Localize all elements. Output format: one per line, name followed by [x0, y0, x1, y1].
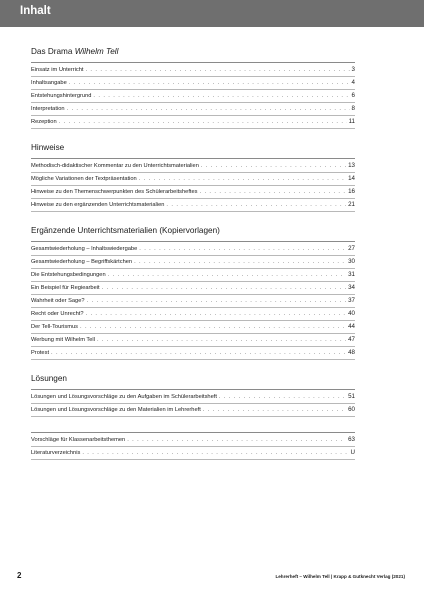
- toc-entry-page: 34: [348, 284, 355, 291]
- toc-entry-label: Mögliche Variationen der Textpräsentation: [31, 176, 137, 182]
- toc-entry-label: Gesamtwiederholung – Begriffskärtchen: [31, 259, 133, 265]
- toc-section-loesungen: [31, 373, 355, 417]
- section-title-emphasis: Wilhelm Tell: [74, 47, 119, 56]
- toc-entry-label: Lösungen und Lösungsvorschläge zu den Materialien im Lehrerheft: [31, 407, 201, 413]
- toc-leader-dots: [139, 173, 346, 185]
- toc-entry[interactable]: [31, 243, 355, 256]
- toc-entry[interactable]: [31, 308, 355, 321]
- section-title: Hinweise: [31, 143, 65, 152]
- toc-leader-dots: [51, 347, 346, 359]
- toc-entry-label: Hinweise zu den ergänzenden Unterrichtsmaterialien: [31, 202, 165, 208]
- toc-entry-label: Gesamtwiederholung – Inhaltswiedergabe: [31, 246, 138, 252]
- toc-leader-dots: [102, 282, 347, 294]
- toc-entry[interactable]: [31, 334, 355, 347]
- toc-leader-dots: [85, 308, 346, 320]
- toc-entry-label: Ein Beispiel für Regiearbeit: [31, 285, 100, 291]
- section-divider: [31, 241, 355, 242]
- toc-entry-page: 21: [348, 201, 355, 208]
- table-of-contents: [31, 42, 355, 460]
- toc-leader-dots: [166, 199, 346, 211]
- toc-leader-dots: [80, 321, 346, 333]
- toc-entry[interactable]: [31, 186, 355, 199]
- toc-entry[interactable]: [31, 434, 355, 447]
- toc-entry-page: 31: [348, 271, 355, 278]
- toc-entry-page: 48: [348, 349, 355, 356]
- section-title-text: Das Drama: [31, 47, 75, 56]
- toc-entry-page: 16: [348, 188, 355, 195]
- toc-entry[interactable]: [31, 447, 355, 460]
- footer-text: Lehrerheft – Wilhelm Tell | Krapp & Gutknecht Verlag (2021): [275, 574, 405, 579]
- toc-entry[interactable]: [31, 116, 355, 129]
- toc-leader-dots: [108, 269, 346, 281]
- toc-section-hinweise: [31, 142, 355, 212]
- toc-leader-dots: [97, 334, 346, 346]
- toc-entry[interactable]: [31, 321, 355, 334]
- toc-entry[interactable]: [31, 160, 355, 173]
- toc-entry[interactable]: [31, 269, 355, 282]
- toc-leader-dots: [67, 103, 350, 115]
- toc-entry-label: Wahrheit oder Sage?: [31, 298, 85, 304]
- toc-leader-dots: [203, 404, 346, 416]
- toc-entry-page: 11: [348, 118, 355, 125]
- section-divider: [31, 62, 355, 63]
- toc-entry-page: 8: [351, 105, 355, 112]
- toc-entry-page: 30: [348, 258, 355, 265]
- toc-entry-label: Die Entstehungsbedingungen: [31, 272, 106, 278]
- toc-leader-dots: [59, 116, 347, 128]
- toc-entry-page: 40: [348, 310, 355, 317]
- toc-section-materialien: [31, 225, 355, 360]
- toc-entry-page: 63: [348, 436, 355, 443]
- section-divider: [31, 389, 355, 390]
- toc-entry[interactable]: [31, 64, 355, 77]
- header-bar: [0, 0, 424, 27]
- toc-leader-dots: [200, 186, 347, 198]
- toc-entry-page: 44: [348, 323, 355, 330]
- toc-leader-dots: [134, 256, 346, 268]
- toc-entry[interactable]: [31, 173, 355, 186]
- toc-leader-dots: [85, 64, 349, 76]
- toc-entry-label: Der Tell-Tourismus: [31, 324, 78, 330]
- toc-entry-label: Interpretation: [31, 106, 65, 112]
- toc-leader-dots: [139, 243, 346, 255]
- toc-entry-label: Recht oder Unrecht?: [31, 311, 84, 317]
- toc-entry[interactable]: [31, 103, 355, 116]
- toc-entry-label: Lösungen und Lösungsvorschläge zu den Aufgaben im Schülerarbeitsheft: [31, 394, 217, 400]
- toc-entry[interactable]: [31, 282, 355, 295]
- toc-section-drama: [31, 46, 355, 129]
- toc-entry-label: Protest: [31, 350, 50, 356]
- toc-entry-page: 27: [348, 245, 355, 252]
- toc-leader-dots: [219, 391, 346, 403]
- toc-entry[interactable]: [31, 90, 355, 103]
- toc-entry-label: Methodisch-didaktischer Kommentar zu den Unterrichtsmaterialien: [31, 163, 199, 169]
- section-title: [31, 46, 355, 57]
- toc-leader-dots: [201, 160, 346, 172]
- page-title: Inhalt: [20, 5, 51, 17]
- toc-entry[interactable]: [31, 295, 355, 308]
- toc-section-extra: [31, 432, 355, 460]
- toc-entry-page: U: [350, 449, 355, 456]
- section-divider: [31, 158, 355, 159]
- toc-entry-page: 13: [348, 162, 355, 169]
- toc-entry-page: 3: [351, 66, 355, 73]
- section-title: Ergänzende Unterrichtsmaterialien (Kopiervorlagen): [31, 226, 220, 235]
- toc-entry[interactable]: [31, 391, 355, 404]
- toc-leader-dots: [93, 90, 349, 102]
- toc-leader-dots: [87, 295, 347, 307]
- toc-entry-page: 47: [348, 336, 355, 343]
- toc-entry-page: 51: [348, 393, 355, 400]
- toc-entry-label: Vorschläge für Klassenarbeitsthemen: [31, 437, 126, 443]
- toc-entry[interactable]: [31, 404, 355, 417]
- toc-entry-label: Entstehungshintergrund: [31, 93, 92, 99]
- toc-entry-label: Werbung mit Wilhelm Tell: [31, 337, 95, 343]
- toc-entry-page: 6: [351, 92, 355, 99]
- toc-entry-label: Inhaltsangabe: [31, 80, 67, 86]
- toc-entry-page: 14: [348, 175, 355, 182]
- toc-leader-dots: [69, 77, 350, 89]
- toc-entry[interactable]: [31, 77, 355, 90]
- section-divider: [31, 432, 355, 433]
- toc-leader-dots: [127, 434, 346, 446]
- toc-entry-label: Hinweise zu den Themenschwerpunkten des Schülerarbeitsheftes: [31, 189, 198, 195]
- toc-entry[interactable]: [31, 199, 355, 212]
- footer-page-number: 2: [17, 571, 22, 580]
- toc-entry-page: 4: [351, 79, 355, 86]
- toc-entry-label: Rezeption: [31, 119, 57, 125]
- toc-leader-dots: [82, 447, 348, 459]
- toc-entry[interactable]: [31, 256, 355, 269]
- section-title: Lösungen: [31, 374, 67, 383]
- toc-entry-page: 60: [348, 406, 355, 413]
- toc-entry[interactable]: [31, 347, 355, 360]
- toc-entry-label: Einsatz im Unterricht: [31, 67, 84, 73]
- toc-entry-label: Literaturverzeichnis: [31, 450, 81, 456]
- toc-entry-page: 37: [348, 297, 355, 304]
